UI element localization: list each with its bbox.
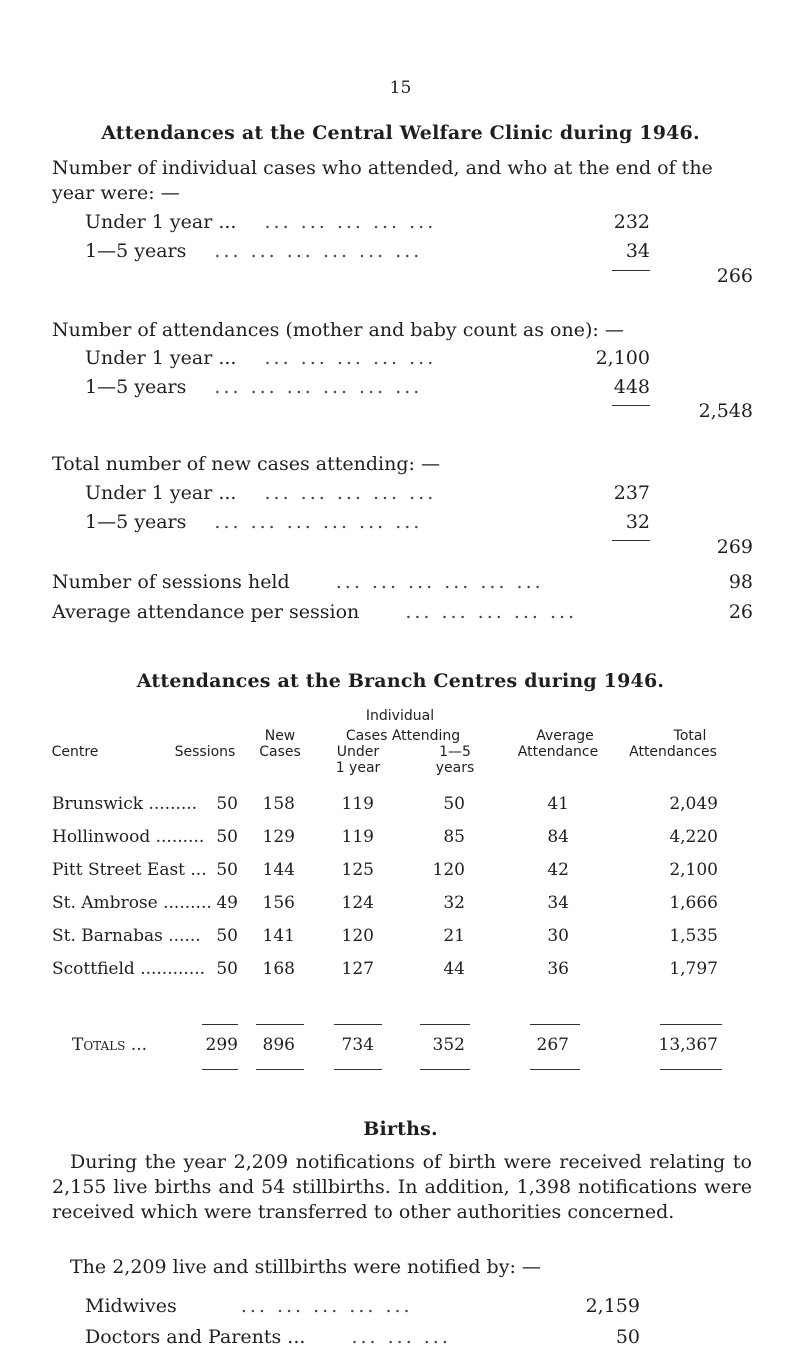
central-heading: Attendances at the Central Welfare Clinic during 1946. xyxy=(101,122,700,144)
header-line: New xyxy=(264,728,296,744)
cell-sessions: 50 xyxy=(216,827,238,847)
cell-new: 168 xyxy=(262,959,295,979)
sessions-row xyxy=(52,571,544,593)
cell-1to5: 120 xyxy=(432,860,465,880)
row-label: Under 1 year ... xyxy=(85,482,237,504)
individual-row-1to5 xyxy=(85,240,422,262)
row-label: 1—5 years xyxy=(85,511,187,533)
totals-rule-top xyxy=(530,1024,580,1025)
average-value: 26 xyxy=(728,601,753,623)
totals-total: 13,367 xyxy=(658,1035,718,1055)
row-label: Under 1 year ... xyxy=(85,347,237,369)
cell-under1: 124 xyxy=(341,893,374,913)
cell-new: 141 xyxy=(262,926,295,946)
cell-1to5: 44 xyxy=(443,959,465,979)
births-intro: The 2,209 live and stillbirths were notified by: — xyxy=(70,1256,541,1278)
new-cases-row-under1 xyxy=(85,482,436,504)
individual-row-under1 xyxy=(85,211,436,233)
row-dots: ... ... ... ... ... xyxy=(405,601,578,623)
col-header-individual: Individual xyxy=(365,708,435,724)
births-row-doctors xyxy=(85,1326,451,1348)
totals-rule-top xyxy=(660,1024,722,1025)
row-dots: ... ... ... ... ... ... xyxy=(214,511,423,533)
cell-sessions: 50 xyxy=(216,794,238,814)
individual-value-1to5: 34 xyxy=(625,240,650,262)
cell-sessions: 50 xyxy=(216,860,238,880)
row-label: Number of sessions held xyxy=(52,571,290,593)
cell-under1: 119 xyxy=(341,827,374,847)
page-number: 15 xyxy=(389,78,412,98)
header-line: Under xyxy=(336,744,380,760)
cell-centre: St. Barnabas ...... xyxy=(52,926,201,946)
births-paragraph: During the year 2,209 notifications of birth were received relating to 2,155 live births and 54 stillbirths. In addition, 1,398 notifications were received which were transferred to other authorities concerned. xyxy=(52,1151,752,1223)
col-header-centre: Centre xyxy=(51,744,99,760)
totals-rule-bottom xyxy=(202,1069,238,1070)
row-dots: ... ... ... xyxy=(351,1326,451,1348)
cell-average: 42 xyxy=(547,860,569,880)
cell-sessions: 50 xyxy=(216,926,238,946)
totals-rule-top xyxy=(420,1024,470,1025)
attendances-value-under1: 2,100 xyxy=(595,347,650,369)
new-cases-value-1to5: 32 xyxy=(625,511,650,533)
cell-new: 129 xyxy=(262,827,295,847)
cell-total: 1,535 xyxy=(669,926,718,946)
cell-under1: 127 xyxy=(341,959,374,979)
cell-total: 2,100 xyxy=(669,860,718,880)
col-header-cases-attending: Cases Attending xyxy=(345,728,461,744)
col-header-attendances: Attendances xyxy=(629,744,717,760)
row-dots: ... ... ... ... ... xyxy=(264,211,437,233)
col-header-total: Total xyxy=(673,728,707,744)
col-header-sessions: Sessions xyxy=(174,744,236,760)
totals-rule-top xyxy=(334,1024,382,1025)
cell-1to5: 50 xyxy=(443,794,465,814)
cell-total: 4,220 xyxy=(669,827,718,847)
row-label: 1—5 years xyxy=(85,240,187,262)
attendances-row-under1 xyxy=(85,347,436,369)
individual-subtotal-rule xyxy=(612,270,650,271)
cell-sessions: 50 xyxy=(216,959,238,979)
header-line: 1 year xyxy=(335,760,381,776)
births-value-midwives: 2,159 xyxy=(585,1295,640,1317)
header-line: 1—5 xyxy=(439,744,471,760)
totals-1to5: 352 xyxy=(432,1035,465,1055)
attendances-intro: Number of attendances (mother and baby count as one): — xyxy=(52,319,624,341)
totals-rule-top xyxy=(202,1024,238,1025)
new-cases-total: 269 xyxy=(716,536,753,558)
col-header-under1 xyxy=(318,744,398,776)
header-line: Cases xyxy=(259,744,301,760)
new-cases-row-1to5 xyxy=(85,511,422,533)
totals-new: 896 xyxy=(262,1035,295,1055)
row-dots: ... ... ... ... ... xyxy=(240,1295,413,1317)
attendances-total: 2,548 xyxy=(698,400,753,422)
cell-average: 34 xyxy=(547,893,569,913)
attendances-subtotal-rule xyxy=(612,405,650,406)
cell-average: 41 xyxy=(547,794,569,814)
cell-average: 84 xyxy=(547,827,569,847)
cell-centre: Brunswick ......... xyxy=(52,794,198,814)
totals-rule-bottom xyxy=(530,1069,580,1070)
births-heading: Births. xyxy=(363,1118,438,1140)
row-dots: ... ... ... ... ... xyxy=(264,482,437,504)
individual-total: 266 xyxy=(716,265,753,287)
row-dots: ... ... ... ... ... xyxy=(264,347,437,369)
cell-1to5: 32 xyxy=(443,893,465,913)
col-header-attendance: Attendance xyxy=(517,744,599,760)
col-header-1to5 xyxy=(420,744,490,776)
cell-new: 158 xyxy=(262,794,295,814)
col-header-new xyxy=(245,728,315,760)
attendances-value-1to5: 448 xyxy=(613,376,650,398)
cell-total: 1,797 xyxy=(669,959,718,979)
cell-under1: 119 xyxy=(341,794,374,814)
new-cases-subtotal-rule xyxy=(612,540,650,541)
row-dots: ... ... ... ... ... ... xyxy=(335,571,544,593)
cell-under1: 120 xyxy=(341,926,374,946)
totals-rule-bottom xyxy=(256,1069,304,1070)
cell-average: 36 xyxy=(547,959,569,979)
attendances-row-1to5 xyxy=(85,376,422,398)
row-dots: ... ... ... ... ... ... xyxy=(214,240,423,262)
row-label: Average attendance per session xyxy=(52,601,360,623)
cell-centre: St. Ambrose ......... xyxy=(52,893,212,913)
totals-average: 267 xyxy=(536,1035,569,1055)
cell-1to5: 85 xyxy=(443,827,465,847)
cell-total: 2,049 xyxy=(669,794,718,814)
sessions-value: 98 xyxy=(728,571,753,593)
new-cases-intro: Total number of new cases attending: — xyxy=(52,453,440,475)
header-line: years xyxy=(435,760,475,776)
cell-centre: Scottfield ............ xyxy=(52,959,206,979)
cell-new: 156 xyxy=(262,893,295,913)
totals-rule-bottom xyxy=(334,1069,382,1070)
births-row-midwives xyxy=(85,1295,413,1317)
individual-value-under1: 232 xyxy=(613,211,650,233)
row-label: Under 1 year ... xyxy=(85,211,237,233)
cell-centre: Hollinwood ......... xyxy=(52,827,205,847)
row-label: Doctors and Parents ... xyxy=(85,1326,306,1348)
cell-sessions: 49 xyxy=(216,893,238,913)
cell-centre: Pitt Street East ... xyxy=(52,860,207,880)
new-cases-value-under1: 237 xyxy=(613,482,650,504)
average-row xyxy=(52,601,577,623)
cell-under1: 125 xyxy=(341,860,374,880)
row-label: Midwives xyxy=(85,1295,177,1317)
individual-intro: Number of individual cases who attended, and who at the end of the year were: — xyxy=(52,157,713,204)
totals-under1: 734 xyxy=(341,1035,374,1055)
totals-sessions: 299 xyxy=(205,1035,238,1055)
row-dots: ... ... ... ... ... ... xyxy=(214,376,423,398)
births-value-doctors: 50 xyxy=(615,1326,640,1348)
totals-rule-bottom xyxy=(420,1069,470,1070)
totals-label: Totals ... xyxy=(72,1035,147,1055)
totals-rule-top xyxy=(256,1024,304,1025)
totals-rule-bottom xyxy=(660,1069,722,1070)
cell-new: 144 xyxy=(262,860,295,880)
cell-average: 30 xyxy=(547,926,569,946)
cell-total: 1,666 xyxy=(669,893,718,913)
branch-heading: Attendances at the Branch Centres during 1946. xyxy=(136,670,665,692)
col-header-average: Average xyxy=(536,728,594,744)
cell-1to5: 21 xyxy=(443,926,465,946)
row-label: 1—5 years xyxy=(85,376,187,398)
